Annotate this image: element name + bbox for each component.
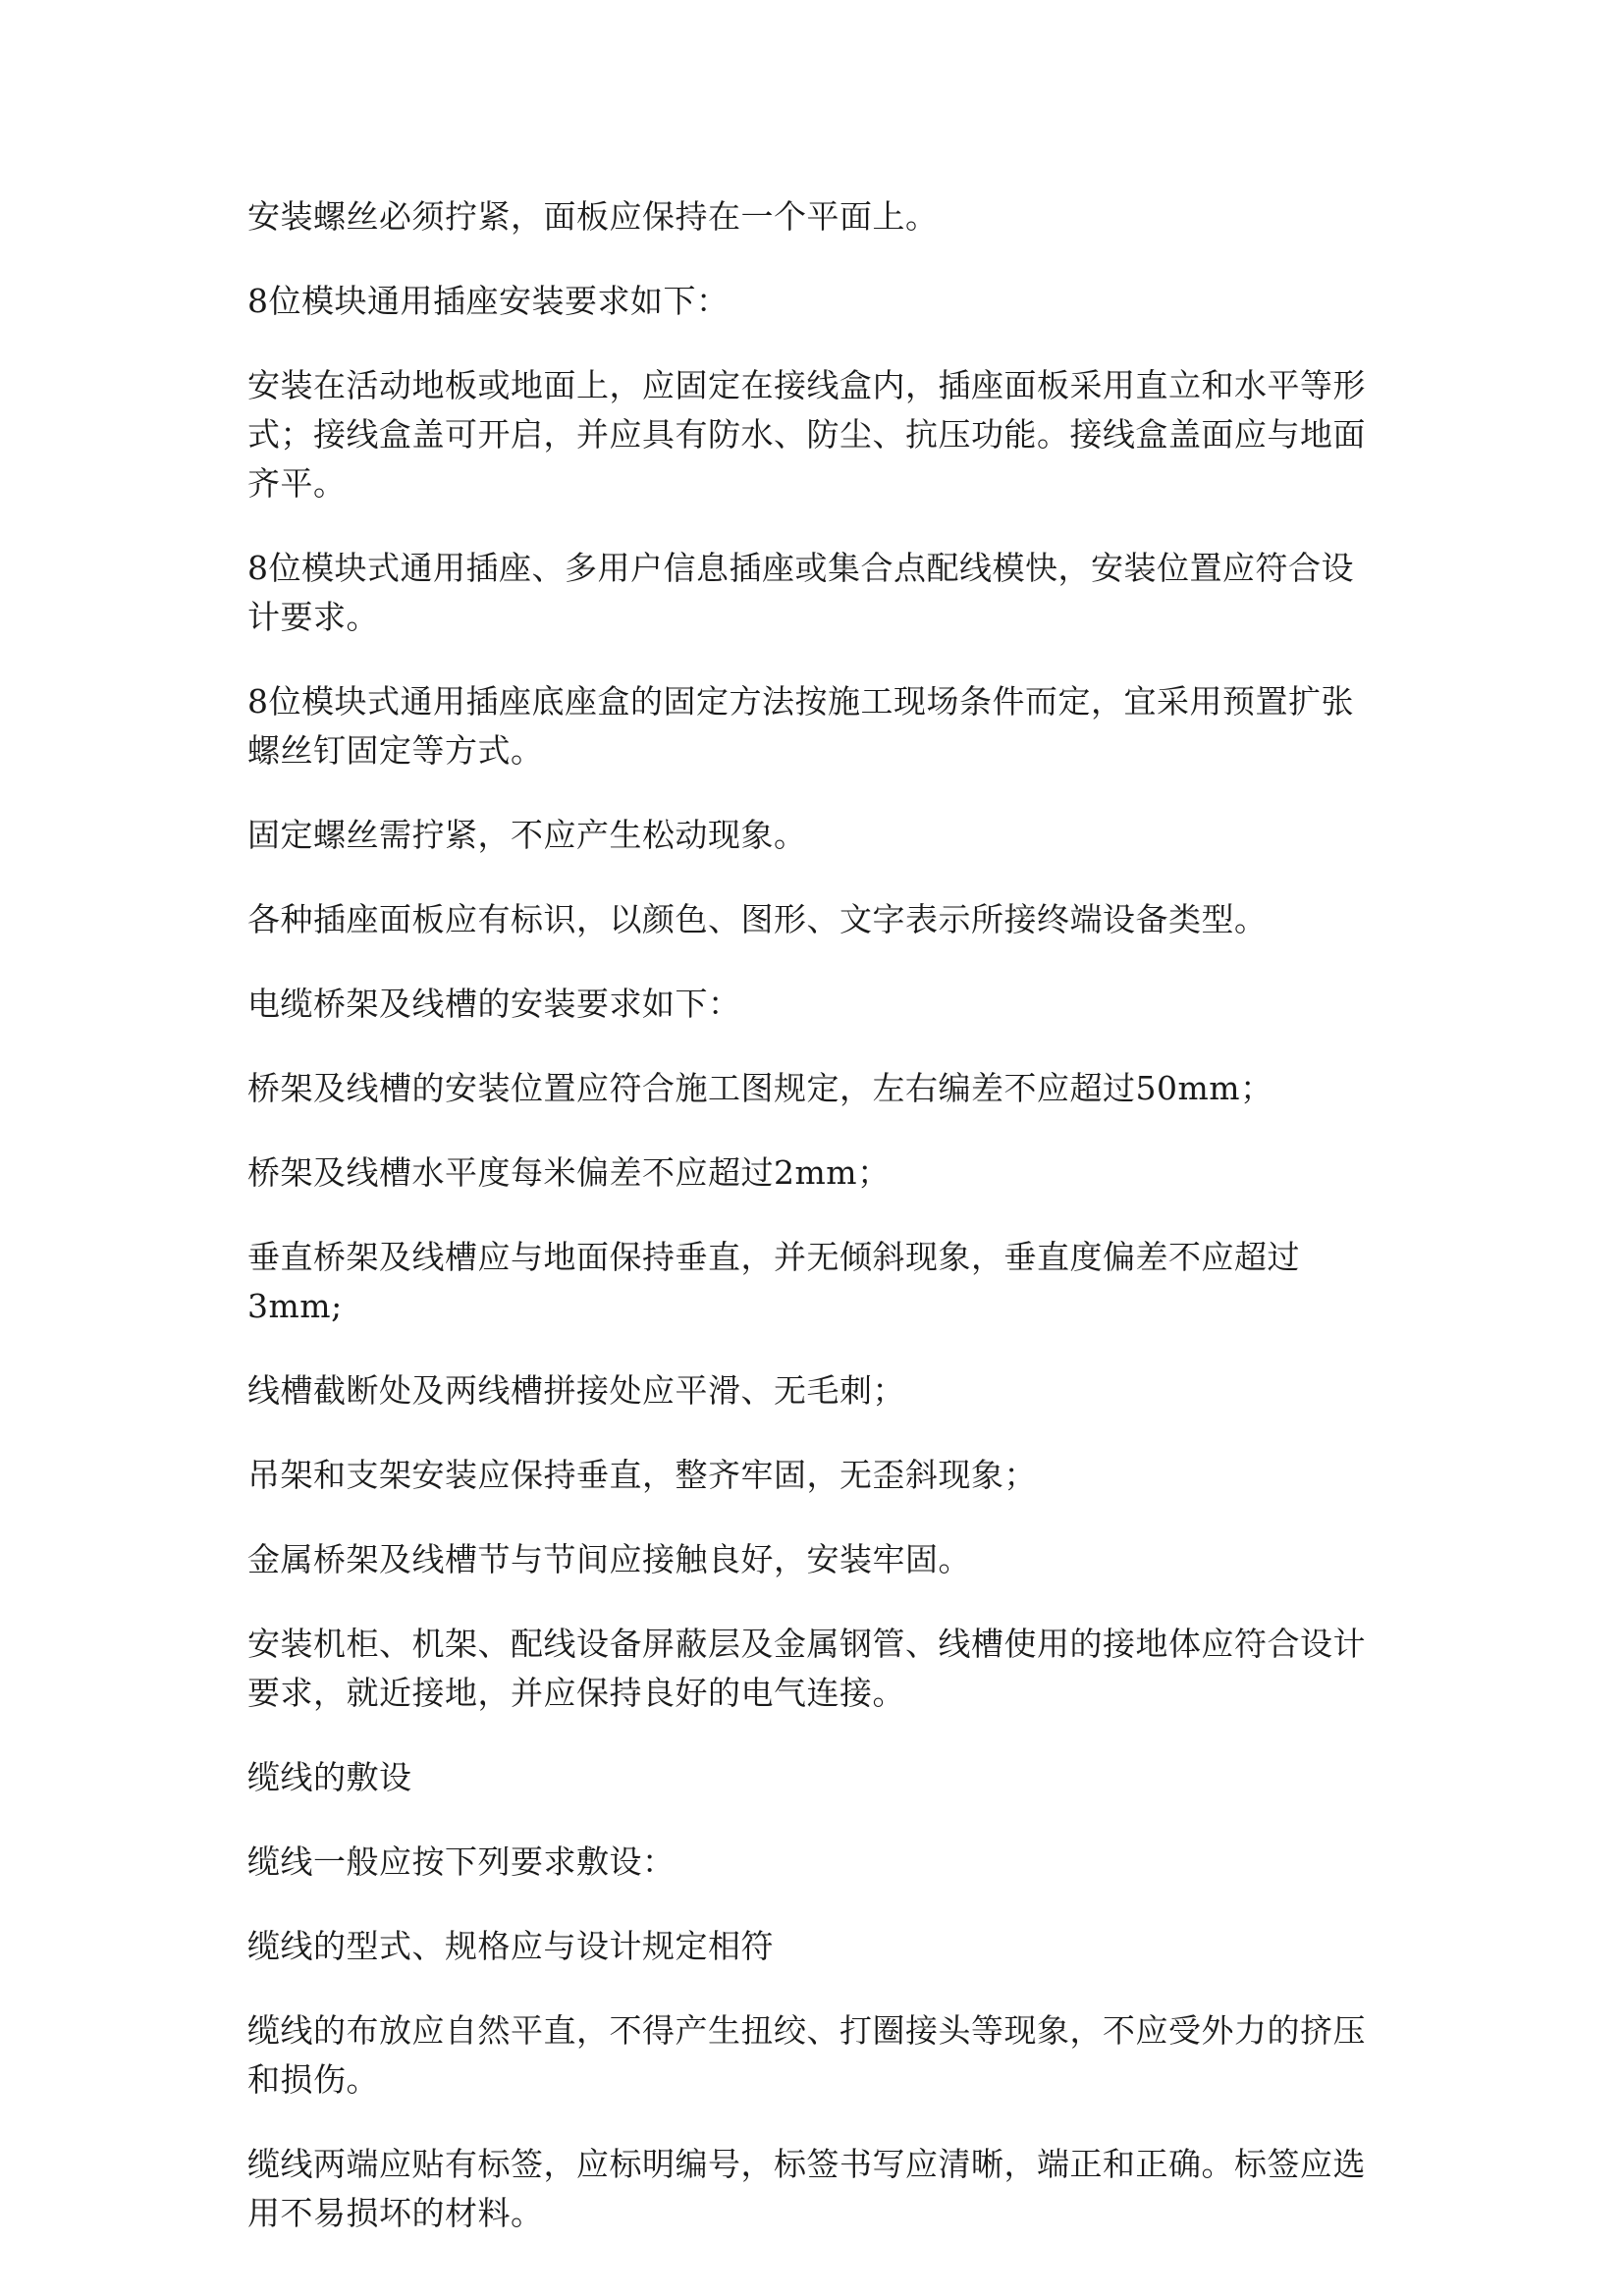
document-page	[247, 192, 1377, 2273]
paragraph-cable-type: 缆线的型式、规格应与设计规定相符	[247, 1927, 774, 1965]
paragraph-hangers-supports: 吊架和支架安装应保持垂直，整齐牢固，无歪斜现象；	[247, 1456, 1037, 1494]
paragraph-socket-position: 8位模块式通用插座、多用户信息插座或集合点配线模快，安装位置应符合设计要求。	[247, 549, 1354, 636]
paragraph-tray-level: 桥架及线槽水平度每米偏差不应超过2mm；	[247, 1153, 891, 1192]
paragraph-fixing-screws: 固定螺丝需拧紧，不应产生松动现象。	[247, 816, 807, 854]
paragraph-tray-requirements-heading: 电缆桥架及线槽的安装要求如下：	[247, 985, 741, 1023]
paragraph-socket-base-fixing: 8位模块式通用插座底座盒的固定方法按施工现场条件而定，宜采用预置扩张螺丝钉固定等方式。	[247, 682, 1354, 770]
paragraph-cable-requirements-heading: 缆线一般应按下列要求敷设：	[247, 1842, 676, 1881]
section-heading-cable-laying: 缆线的敷设	[247, 1758, 412, 1796]
paragraph-metal-tray-contact: 金属桥架及线槽节与节间应接触良好，安装牢固。	[247, 1540, 971, 1578]
paragraph-cable-labels: 缆线两端应贴有标签，应标明编号，标签书写应清晰，端正和正确。标签应选用不易损坏的材料。	[247, 2145, 1366, 2232]
paragraph-socket-requirements-heading: 8位模块通用插座安装要求如下：	[247, 282, 730, 320]
paragraph-cable-routing: 缆线的布放应自然平直，不得产生扭绞、打圈接头等现象，不应受外力的挤压和损伤。	[247, 2011, 1366, 2099]
paragraph-grounding: 安装机柜、机架、配线设备屏蔽层及金属钢管、线槽使用的接地体应符合设计要求，就近接地，并应保持良好的电气连接。	[247, 1625, 1366, 1712]
paragraph-tray-position: 桥架及线槽的安装位置应符合施工图规定，左右编差不应超过50mm；	[247, 1069, 1273, 1107]
paragraph-panel-labels: 各种插座面板应有标识，以颜色、图形、文字表示所接终端设备类型。	[247, 900, 1268, 938]
paragraph-screw-tightening: 安装螺丝必须拧紧，面板应保持在一个平面上。	[247, 197, 939, 236]
paragraph-floor-installation: 安装在活动地板或地面上，应固定在接线盒内，插座面板采用直立和水平等形式；接线盒盖可开启，并应具有防水、防尘、抗压功能。接线盒盖面应与地面齐平。	[247, 366, 1366, 503]
paragraph-trunking-cuts: 线槽截断处及两线槽拼接处应平滑、无毛刺；	[247, 1371, 905, 1410]
paragraph-vertical-tray: 垂直桥架及线槽应与地面保持垂直，并无倾斜现象，垂直度偏差不应超过3mm;	[247, 1238, 1300, 1325]
